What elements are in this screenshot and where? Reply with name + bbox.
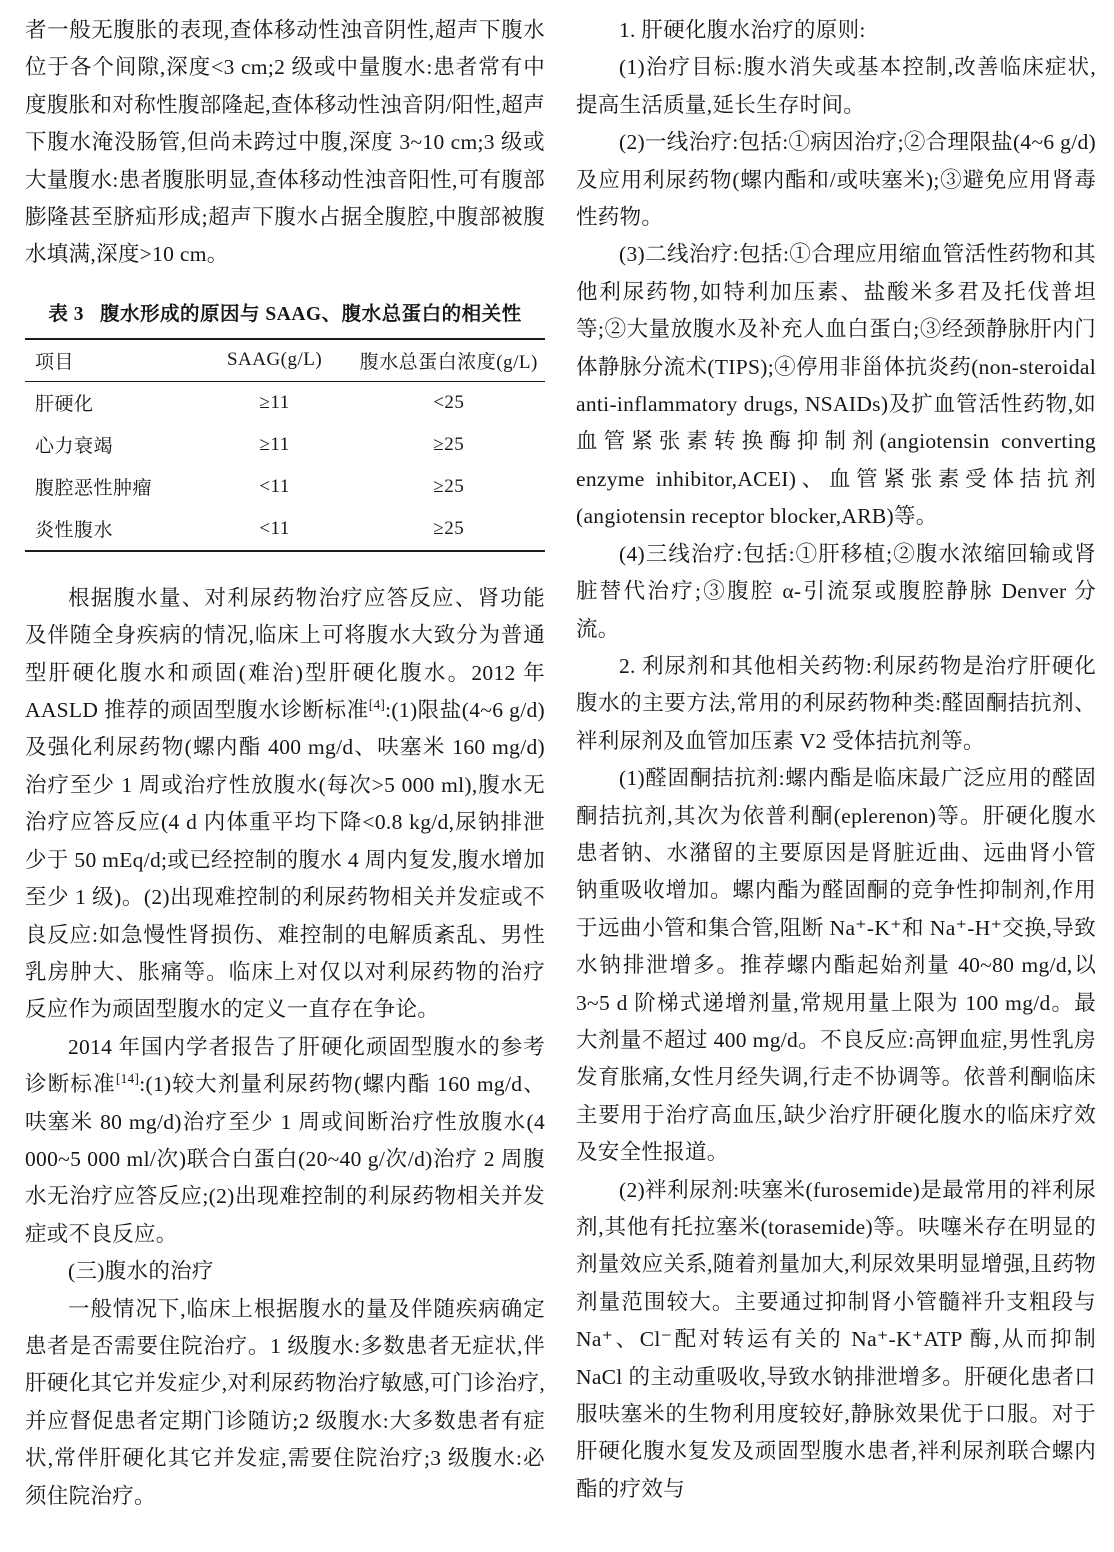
paragraph-refractory-criteria-2012: 根据腹水量、对利尿药物治疗应答反应、肾功能及伴随全身疾病的情况,临床上可将腹水大致分为普通型肝硬化腹水和顽固(难治)型肝硬化腹水。2012 年 AASLD 推荐的顽固型腹水诊断标准[4]:(1)限盐(4~6 g/d)及强化利尿药物(螺内酯 400 mg/d、呋塞米 160 mg/d)治疗至少 1 周或治疗性放腹水(每次>5 000 ml),腹水无治疗应答反应(4 d 内体重平均下降<0.8 kg/d,尿钠排泄少于 50 mEq/d;或已经控制的腹水 4 周内复发,腹水增加至少 1 级)。(2)出现难控制的利尿药物相关并发症或不良反应:如急慢性肾损伤、难控制的电解质紊乱、男性乳房肿大、胀痛等。临床上对仅以对利尿药物的治疗反应作为顽固型腹水的定义一直存在争论。 bbox=[25, 585, 545, 1022]
paragraph-third-line-treatment: (4)三线治疗:包括:①肝移植;②腹水浓缩回输或肾脏替代治疗;③腹腔 α-引流泵或腹腔静脉 Denver 分流。 bbox=[576, 541, 1096, 641]
table-3-caption bbox=[25, 298, 545, 326]
paragraph-loop-diuretic: (2)袢利尿剂:呋塞米(furosemide)是最常用的袢利尿剂,其他有托拉塞米(torasemide)等。呋噻米存在明显的剂量效应关系,随着剂量加大,利尿效果明显增强,且药物剂量范围较大。主要通过抑制肾小管髓袢升支粗段与 Na⁺、Cl⁻配对转运有关的 Na⁺-K⁺ATP 酶,从而抑制 NaCl 的主动重吸收,导致水钠排泄增多。肝硬化患者口服呋塞米的生物利用度较好,静脉效果优于口服。对于肝硬化腹水复发及顽固型腹水患者,袢利尿剂联合螺内酯的疗效与 bbox=[576, 1177, 1096, 1501]
table-3 bbox=[25, 338, 545, 552]
table-header-saag: SAAG(g/L) bbox=[197, 339, 353, 382]
table-cell-item: 肝硬化 bbox=[35, 394, 94, 416]
table-cell-protein: ≥25 bbox=[433, 517, 465, 539]
paragraph-treatment-goal: (1)治疗目标:腹水消失或基本控制,改善临床症状,提高生活质量,延长生存时间。 bbox=[576, 55, 1096, 117]
paragraph-first-line-treatment: (2)一线治疗:包括:①病因治疗;②合理限盐(4~6 g/d)及应用利尿药物(螺内酯和/或呋塞米);③避免应用肾毒性药物。 bbox=[576, 130, 1096, 230]
table-3-block bbox=[25, 298, 545, 552]
table-cell-protein: ≥25 bbox=[433, 433, 465, 455]
table-header-item: 项目 bbox=[25, 339, 197, 382]
table-row bbox=[25, 508, 545, 551]
paragraph-second-line-treatment: (3)二线治疗:包括:①合理应用缩血管活性药物和其他利尿药物,如特利加压素、盐酸米多君及托伐普坦等;②大量放腹水及补充人血白蛋白;③经颈静脉肝内门体静脉分流术(TIPS);④停用非甾体抗炎药(non-steroidal anti-inflammatory drugs, NSAIDs)及扩血管活性药物,如血管紧张素转换酶抑制剂(angiotensin converting enzyme inhibitor,ACEI)、血管紧张素受体拮抗剂(angiotensin receptor blocker,ARB)等。 bbox=[576, 242, 1096, 529]
table-cell-saag: ≥11 bbox=[259, 391, 290, 413]
paragraph-diuretics-intro: 2. 利尿剂和其他相关药物:利尿药物是治疗肝硬化腹水的主要方法,常用的利尿药物种类:醛固酮拮抗剂、袢利尿剂及血管加压素 V2 受体拮抗剂等。 bbox=[576, 653, 1096, 753]
table-3-caption-label: 表 3 bbox=[48, 303, 85, 325]
table-cell-item: 炎性腹水 bbox=[35, 520, 114, 542]
left-column bbox=[25, 12, 545, 1552]
table-row bbox=[25, 466, 545, 508]
table-cell-saag: <11 bbox=[259, 517, 290, 539]
table-header-protein: 腹水总蛋白浓度(g/L) bbox=[353, 339, 545, 382]
table-cell-item: 心力衰竭 bbox=[35, 436, 114, 458]
table-row bbox=[25, 424, 545, 466]
table-row bbox=[25, 381, 545, 424]
table-cell-protein: <25 bbox=[433, 391, 465, 413]
paragraph-ascites-grading: 者一般无腹胀的表现,查体移动性浊音阴性,超声下腹水位于各个间隙,深度<3 cm;2 级或中量腹水:患者常有中度腹胀和对称性腹部隆起,查体移动性浊音阴/阳性,超声下腹水淹没肠管,但尚未跨过中腹,深度 3~10 cm;3 级或大量腹水:患者腹胀明显,查体移动性浊音阳性,可有腹部膨隆甚至脐疝形成;超声下腹水占据全腹腔,中腹部被腹水填满,深度>10 cm。 bbox=[25, 18, 545, 267]
paragraph-refractory-criteria-2014: 2014 年国内学者报告了肝硬化顽固型腹水的参考诊断标准[14]:(1)较大剂量利尿药物(螺内酯 160 mg/d、呋塞米 80 mg/d)治疗至少 1 周或间断治疗性放腹水(4 000~5 000 ml/次)联合白蛋白(20~40 g/次/d)治疗 2 周腹水无治疗应答反应;(2)出现难控制的利尿药物相关并发症或不良反应。 bbox=[25, 1034, 546, 1246]
table-cell-protein: ≥25 bbox=[433, 475, 465, 497]
table-3-caption-title: 腹水形成的原因与 SAAG、腹水总蛋白的相关性 bbox=[100, 303, 522, 325]
section-heading-ascites-treatment: (三)腹水的治疗 bbox=[68, 1259, 214, 1284]
table-cell-saag: ≥11 bbox=[259, 433, 290, 455]
heading-treatment-principles: 1. 肝硬化腹水治疗的原则: bbox=[619, 18, 866, 42]
paragraph-aldosterone-antagonist: (1)醛固酮拮抗剂:螺内酯是临床最广泛应用的醛固酮拮抗剂,其次为依普利酮(eplerenon)等。肝硬化腹水患者钠、水潴留的主要原因是肾脏近曲、远曲肾小管钠重吸收增加。螺内酯为醛固酮的竞争性抑制剂,作用于远曲小管和集合管,阻断 Na⁺-K⁺和 Na⁺-H⁺交换,导致水钠排泄增多。推荐螺内酯起始剂量 40~80 mg/d,以 3~5 d 阶梯式递增剂量,常规用量上限为 100 mg/d。最大剂量不超过 400 mg/d。不良反应:高钾血症,男性乳房发育胀痛,女性月经失调,行走不协调等。依普利酮临床主要用于治疗高血压,缺少治疗肝硬化腹水的临床疗效及安全性报道。 bbox=[576, 766, 1096, 1165]
table-header-row bbox=[25, 339, 545, 382]
table-cell-saag: <11 bbox=[259, 475, 290, 497]
paragraph-hospitalization: 一般情况下,临床上根据腹水的量及伴随疾病确定患者是否需要住院治疗。1 级腹水:多数患者无症状,伴肝硬化其它并发症少,对利尿药物治疗敏感,可门诊治疗,并应督促患者定期门诊随访;2 级腹水:大多数患者有症状,常伴肝硬化其它并发症,需要住院治疗;3 级腹水:必须住院治疗。 bbox=[25, 1296, 545, 1508]
right-column bbox=[576, 12, 1096, 1552]
table-cell-item: 腹腔恶性肿瘤 bbox=[35, 478, 153, 500]
